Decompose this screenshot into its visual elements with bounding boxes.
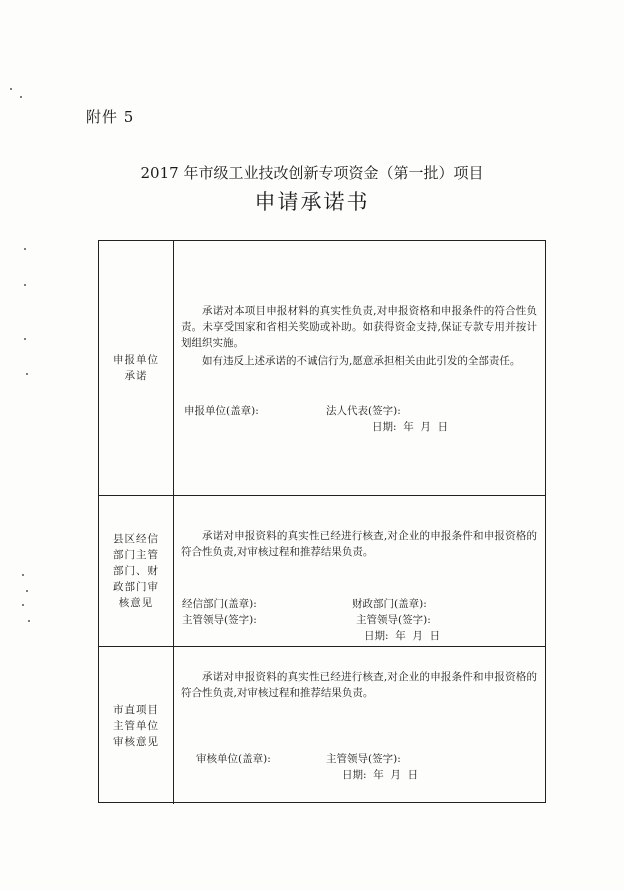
county-review-row: [99, 496, 545, 647]
applicant-seal-field: 申报单位(盖章):: [184, 405, 259, 417]
legal-representative-signature-field: 法人代表(签字):: [326, 405, 401, 417]
county-date-field: 日期: 年 月 日: [364, 630, 441, 642]
county-content-cell: [174, 496, 545, 646]
city-review-label: 市直项目主管单位审核意见: [113, 703, 159, 748]
economic-leader-signature-field: 主管领导(签字):: [182, 614, 257, 626]
scan-speck: [22, 574, 24, 576]
city-date-field: 日期: 年 月 日: [342, 769, 419, 781]
scan-speck: [24, 248, 26, 250]
city-content-cell: [174, 647, 545, 804]
county-review-label: 县区经信部门主管部门、财政部门审核意见: [113, 533, 159, 609]
county-review-paragraph: 承诺对申报资料的真实性已经进行核查,对企业的申报条件和申报资格的符合性负责,对审核过程和推荐结果负责。: [181, 530, 537, 558]
applicant-label: 申报单位承诺: [113, 354, 159, 382]
city-leader-signature-field: 主管领导(签字):: [326, 753, 401, 765]
applicant-liability-paragraph: 如有违反上述承诺的不诚信行为,愿意承担相关由此引发的全部责任。: [202, 355, 521, 367]
scan-speck: [26, 373, 28, 375]
finance-leader-signature-field: 主管领导(签字):: [356, 614, 431, 626]
county-label-cell: [99, 496, 174, 646]
applicant-commitment-paragraph: 承诺对本项目申报材料的真实性负责,对申报资格和申报条件的符合性负责。未享受国家和省相关奖励或补助。如获得资金支持,保证专款专用并按计划组织实施。: [181, 305, 537, 349]
scan-speck: [24, 338, 26, 340]
scan-speck: [10, 88, 12, 90]
scan-speck: [28, 620, 30, 622]
review-unit-seal-field: 审核单位(盖章):: [196, 753, 271, 765]
scan-speck: [20, 96, 22, 98]
applicant-date-field: 日期: 年 月 日: [372, 421, 449, 433]
economic-dept-seal-field: 经信部门(盖章):: [182, 598, 257, 610]
applicant-commitment-row: [99, 241, 545, 496]
scan-speck: [26, 590, 28, 592]
city-review-row: [99, 647, 545, 804]
document-title: 申请承诺书: [254, 190, 370, 214]
city-label-cell: [99, 647, 174, 804]
scan-speck: [24, 284, 26, 286]
attachment-label: 附件 5: [86, 108, 135, 126]
city-review-paragraph: 承诺对申报资料的真实性已经进行核查,对企业的申报条件和申报资格的符合性负责,对审核过程和推荐结果负责。: [181, 671, 537, 699]
finance-dept-seal-field: 财政部门(盖章):: [352, 598, 427, 610]
applicant-label-cell: [99, 241, 174, 495]
scan-speck: [22, 604, 24, 606]
commitment-form-table: [98, 240, 546, 803]
applicant-content-cell: [174, 241, 545, 495]
document-title-line1: 2017 年市级工业技改创新专项资金（第一批）项目: [140, 164, 484, 182]
